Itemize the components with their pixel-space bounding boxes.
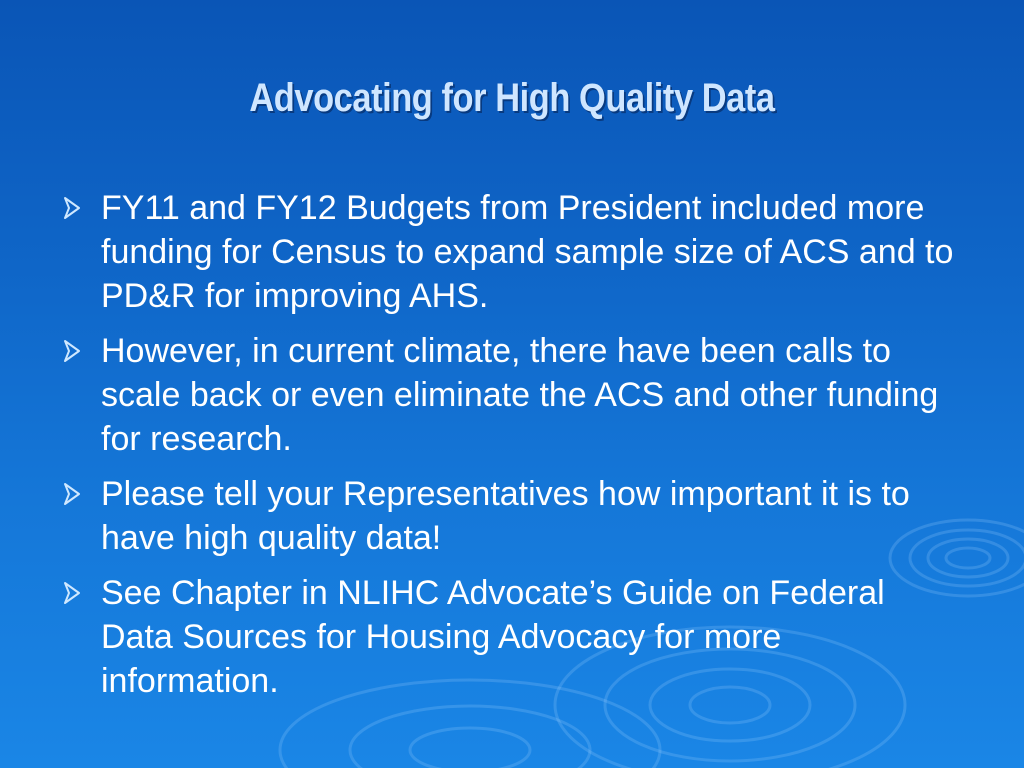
bullet-item <box>60 472 960 560</box>
slide-title: Advocating for High Quality Data <box>249 76 775 120</box>
bullet-list <box>60 186 960 714</box>
bullet-item <box>60 329 960 461</box>
chevron-right-icon <box>60 196 84 220</box>
bullet-text: However, in current climate, there have been calls to scale back or even eliminate the ACS and other funding for research. <box>101 332 939 458</box>
bullet-text: See Chapter in NLIHC Advocate’s Guide on Federal Data Sources for Housing Advocacy for more information. <box>101 574 885 700</box>
chevron-right-icon <box>60 482 84 506</box>
bullet-text: Please tell your Representatives how important it is to have high quality data! <box>101 475 910 557</box>
bullet-item <box>60 186 960 318</box>
chevron-right-icon <box>60 339 84 363</box>
chevron-right-icon <box>60 581 84 605</box>
bullet-text: FY11 and FY12 Budgets from President included more funding for Census to expand sample size of ACS and to PD&R for improving AHS. <box>101 189 954 315</box>
bullet-item <box>60 571 960 703</box>
